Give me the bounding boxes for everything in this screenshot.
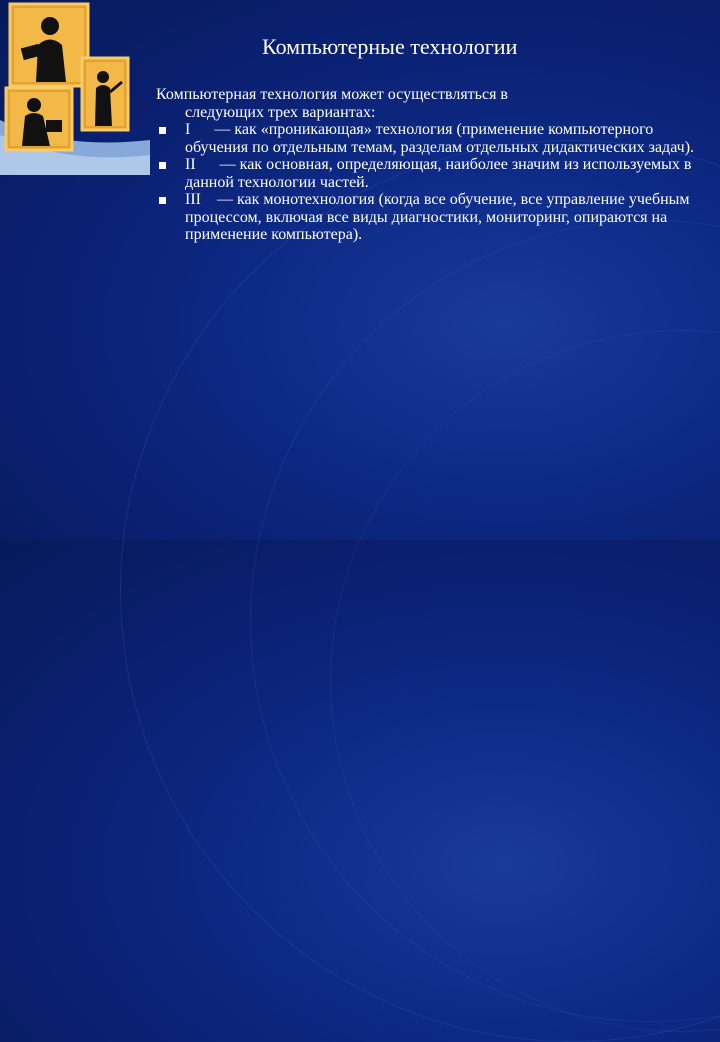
list-item xyxy=(156,191,696,244)
bullet-text: III — как монотехнология (когда все обучение, все управление учебным процессом, включая все виды диагностики, мониторинг, опираются на применение компьютера). xyxy=(185,191,694,243)
bullet-square-icon xyxy=(159,197,166,204)
bullet-text: I — как «проникающая» технология (применение компьютерного обучения по отдельным темам, разделам отдельных дидактических задач). xyxy=(185,121,695,156)
slide-content xyxy=(156,86,696,244)
silhouettes-illustration xyxy=(0,0,150,175)
bullet-text: II — как основная, определяющая, наиболее значим из используемых в данной технологии частей. xyxy=(185,156,696,191)
teacher-silhouette-icon xyxy=(82,58,128,130)
intro-text-continuation: следующих трех вариантах: xyxy=(185,103,376,121)
bullet-square-icon xyxy=(159,162,166,169)
reader-silhouette-icon xyxy=(10,4,88,86)
bullet-square-icon xyxy=(159,127,166,134)
list-item xyxy=(156,156,696,191)
slide-title: Компьютерные технологии xyxy=(262,34,518,59)
intro-text: Компьютерная технология может осуществляться в xyxy=(156,86,508,103)
bullet-list xyxy=(156,121,696,244)
list-item xyxy=(156,121,696,156)
child-silhouette-icon xyxy=(6,88,72,150)
